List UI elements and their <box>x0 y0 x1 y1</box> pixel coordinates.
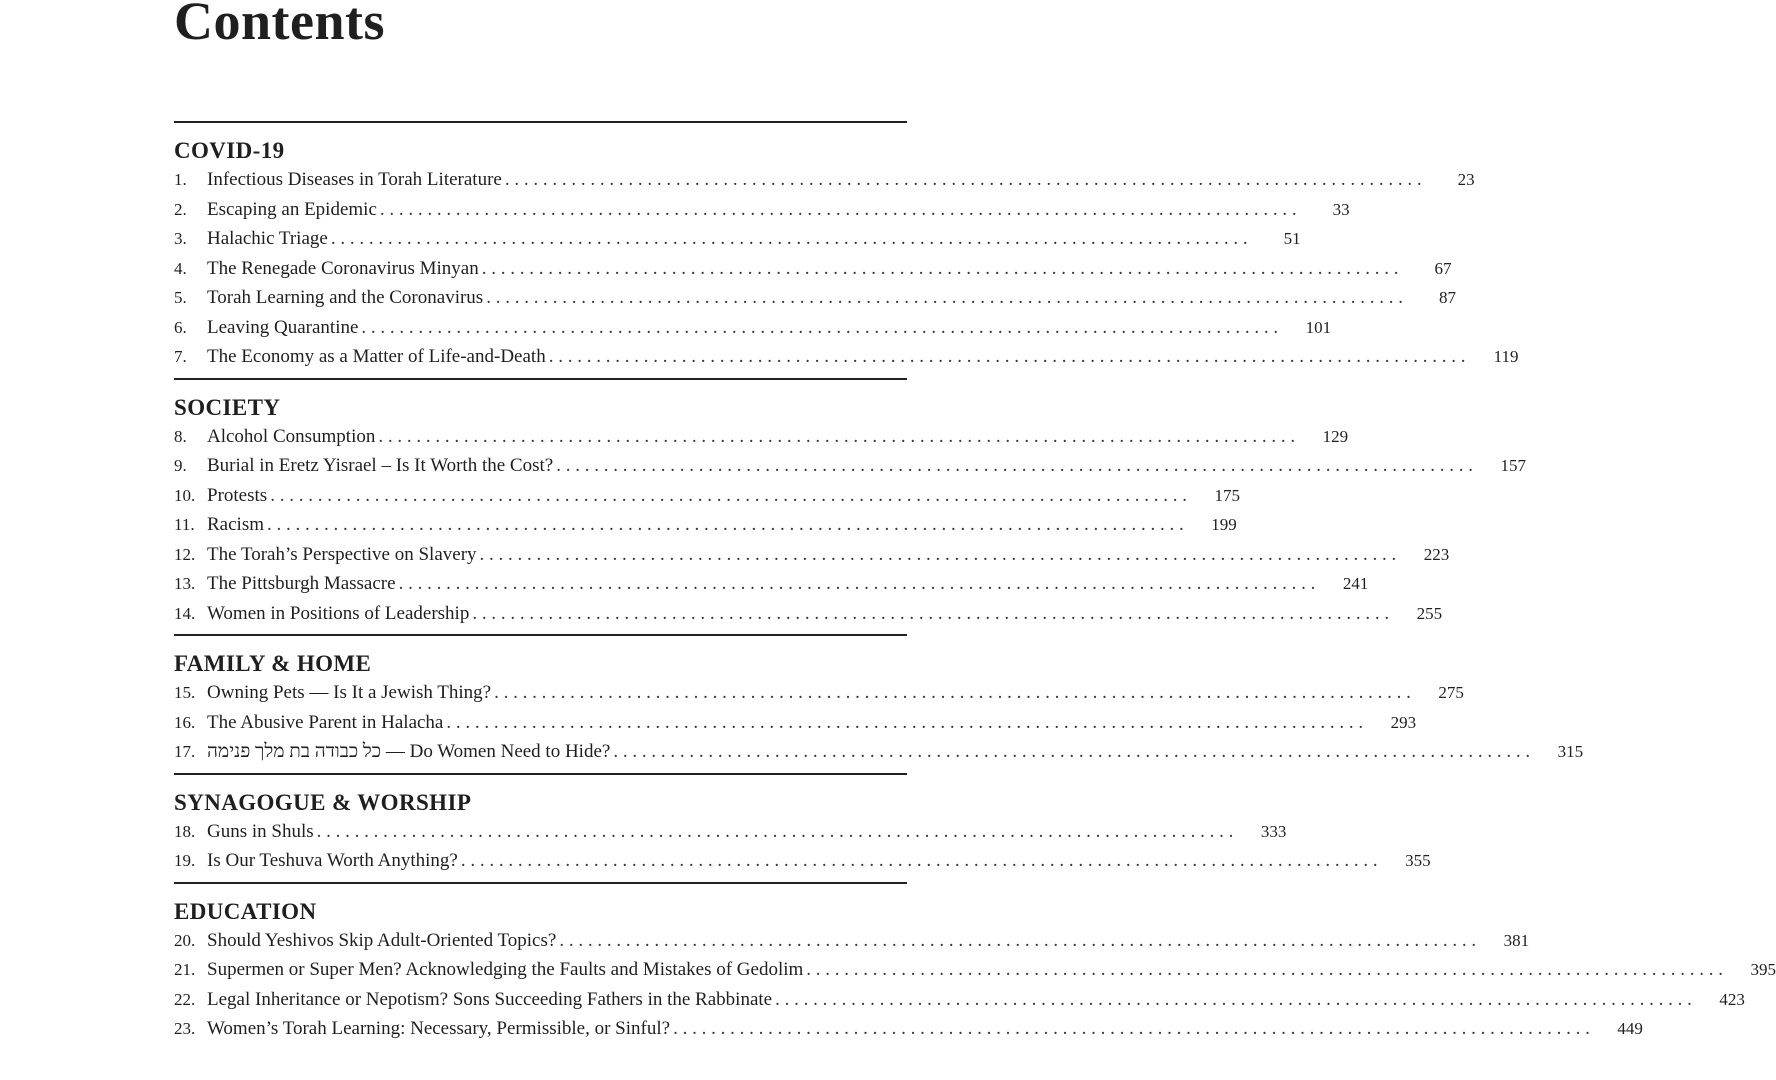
dot-leader <box>380 195 1297 225</box>
toc-entry[interactable] <box>174 569 1369 599</box>
entry-number: 17. <box>174 742 196 761</box>
entry-number: 1. <box>174 170 187 189</box>
page-title: Contents <box>174 0 386 51</box>
entry-title: Women in Positions of Leadership <box>207 602 470 624</box>
entry-page-number: 119 <box>1493 347 1519 366</box>
toc-entry[interactable] <box>174 708 1417 738</box>
section-heading: EDUCATION <box>174 898 317 924</box>
entry-title: Racism <box>207 514 264 535</box>
dot-leader <box>486 283 1403 313</box>
entry-page-number: 33 <box>1332 199 1350 219</box>
entry-number: 23. <box>174 1019 196 1038</box>
toc-entry[interactable] <box>174 451 1526 481</box>
entry-list <box>174 422 1526 635</box>
table-of-contents <box>174 121 1776 1050</box>
entry-number: 21. <box>174 960 196 979</box>
dot-leader <box>472 599 1389 629</box>
dot-leader <box>480 540 1397 570</box>
entry-list <box>174 165 1519 378</box>
entry-page-number: 175 <box>1214 485 1240 505</box>
entry-title: Infectious Diseases in Torah Literature <box>207 169 502 190</box>
entry-title: Alcohol Consumption <box>207 425 376 447</box>
entry-page-number: 315 <box>1557 742 1584 761</box>
toc-entry[interactable] <box>174 678 1464 708</box>
entry-page-number: 23 <box>1457 170 1475 189</box>
dot-leader <box>494 678 1411 708</box>
entry-page-number: 51 <box>1283 229 1301 248</box>
dot-leader <box>556 451 1473 481</box>
toc-entry[interactable] <box>174 313 1332 343</box>
entry-number: 11. <box>174 515 195 534</box>
toc-entry[interactable] <box>174 985 1745 1015</box>
entry-title: Escaping an Epidemic <box>207 198 377 220</box>
entry-title: The Torah’s Perspective on Slavery <box>207 543 477 565</box>
toc-entry[interactable] <box>174 540 1450 570</box>
entry-page-number: 395 <box>1750 960 1776 979</box>
toc-section <box>174 773 1431 882</box>
entry-page-number: 101 <box>1305 317 1332 337</box>
entry-title: The Pittsburgh Massacre <box>207 573 396 594</box>
toc-section <box>174 121 1519 378</box>
dot-leader <box>549 342 1466 372</box>
toc-entry[interactable] <box>174 422 1349 452</box>
entry-list <box>174 817 1431 882</box>
toc-entry[interactable] <box>174 955 1776 985</box>
dot-leader <box>317 817 1234 847</box>
toc-entry[interactable] <box>174 165 1475 195</box>
dot-leader <box>482 254 1399 284</box>
entry-list <box>174 926 1776 1050</box>
toc-entry[interactable] <box>174 283 1456 313</box>
entry-title: Women’s Torah Learning: Necessary, Permissible, or Sinful? <box>207 1018 671 1039</box>
dot-leader <box>613 737 1530 767</box>
entry-page-number: 255 <box>1416 603 1443 623</box>
entry-number: 5. <box>174 288 187 307</box>
section-heading: SYNAGOGUE & WORSHIP <box>174 789 472 815</box>
toc-entry[interactable] <box>174 599 1443 629</box>
entry-number: 13. <box>174 574 196 593</box>
entry-title: Supermen or Super Men? Acknowledging the Faults and Mistakes of Gedolim <box>207 959 804 980</box>
entry-number: 22. <box>174 989 196 1009</box>
entry-title: Should Yeshivos Skip Adult-Oriented Topics? <box>207 929 557 951</box>
toc-section <box>174 882 1776 1050</box>
section-heading: FAMILY & HOME <box>174 651 372 676</box>
entry-title: Is Our Teshuva Worth Anything? <box>207 850 458 871</box>
toc-entry[interactable] <box>174 342 1519 372</box>
dot-leader <box>267 510 1184 540</box>
entry-number: 7. <box>174 347 187 366</box>
entry-page-number: 199 <box>1211 515 1237 534</box>
dot-leader <box>505 165 1422 195</box>
entry-number: 15. <box>174 683 196 702</box>
entry-number: 4. <box>174 258 187 278</box>
entry-number: 16. <box>174 712 196 732</box>
toc-entry[interactable] <box>174 737 1584 767</box>
entry-title: Guns in Shuls <box>207 820 314 842</box>
entry-title: Protests <box>207 484 268 506</box>
dot-leader <box>378 422 1295 452</box>
dot-leader <box>461 846 1378 876</box>
dot-leader <box>673 1014 1590 1044</box>
entry-number: 14. <box>174 603 196 623</box>
section-heading: SOCIETY <box>174 394 281 420</box>
toc-entry[interactable] <box>174 926 1530 956</box>
entry-title: Owning Pets — Is It a Jewish Thing? <box>207 682 492 703</box>
entry-title: The Economy as a Matter of Life-and-Death <box>207 346 546 367</box>
dot-leader <box>270 481 1187 511</box>
entry-title: Leaving Quarantine <box>207 316 359 338</box>
section-heading: COVID-19 <box>174 138 285 163</box>
entry-number: 8. <box>174 426 187 446</box>
toc-entry[interactable] <box>174 195 1350 225</box>
dot-leader <box>361 313 1278 343</box>
entry-title: The Abusive Parent in Halacha <box>207 711 444 733</box>
toc-section <box>174 378 1526 635</box>
entry-page-number: 129 <box>1322 426 1349 446</box>
dot-leader <box>446 708 1363 738</box>
toc-entry[interactable] <box>174 817 1287 847</box>
entry-page-number: 333 <box>1260 821 1287 841</box>
dot-leader <box>775 985 1692 1015</box>
entry-page-number: 223 <box>1423 544 1450 564</box>
entry-page-number: 293 <box>1390 712 1417 732</box>
entry-number: 3. <box>174 229 187 248</box>
entry-number: 6. <box>174 317 187 337</box>
entry-page-number: 67 <box>1434 258 1452 278</box>
toc-entry[interactable] <box>174 510 1237 540</box>
toc-section <box>174 634 1584 773</box>
entry-number: 18. <box>174 821 196 841</box>
entry-page-number: 355 <box>1405 851 1431 870</box>
entry-number: 9. <box>174 456 187 475</box>
toc-entry[interactable] <box>174 1014 1643 1044</box>
entry-page-number: 241 <box>1342 574 1369 593</box>
dot-leader <box>331 224 1248 254</box>
entry-title: Burial in Eretz Yisrael – Is It Worth the Cost? <box>207 455 554 476</box>
entry-page-number: 423 <box>1719 989 1745 1009</box>
entry-list <box>174 678 1584 773</box>
entry-title: Torah Learning and the Coronavirus <box>207 287 484 308</box>
entry-number: 12. <box>174 544 196 564</box>
entry-page-number: 381 <box>1503 930 1530 950</box>
toc-entry[interactable] <box>174 481 1240 511</box>
dot-leader <box>399 569 1316 599</box>
entry-page-number: 449 <box>1617 1019 1643 1038</box>
entry-number: 2. <box>174 199 187 219</box>
entry-number: 19. <box>174 851 196 870</box>
toc-entry[interactable] <box>174 846 1431 876</box>
entry-title: כל כבודה בת מלך פנימה — Do Women Need to Hide? <box>207 741 611 762</box>
entry-page-number: 87 <box>1438 288 1456 307</box>
entry-number: 20. <box>174 930 196 950</box>
entry-title: Halachic Triage <box>207 228 328 249</box>
dot-leader <box>559 926 1476 956</box>
dot-leader <box>806 955 1723 985</box>
entry-page-number: 275 <box>1438 683 1464 702</box>
entry-title: The Renegade Coronavirus Minyan <box>207 257 479 279</box>
toc-entry[interactable] <box>174 224 1301 254</box>
entry-title: Legal Inheritance or Nepotism? Sons Succeeding Fathers in the Rabbinate <box>207 988 773 1010</box>
entry-number: 10. <box>174 485 196 505</box>
toc-entry[interactable] <box>174 254 1452 284</box>
entry-page-number: 157 <box>1500 456 1526 475</box>
